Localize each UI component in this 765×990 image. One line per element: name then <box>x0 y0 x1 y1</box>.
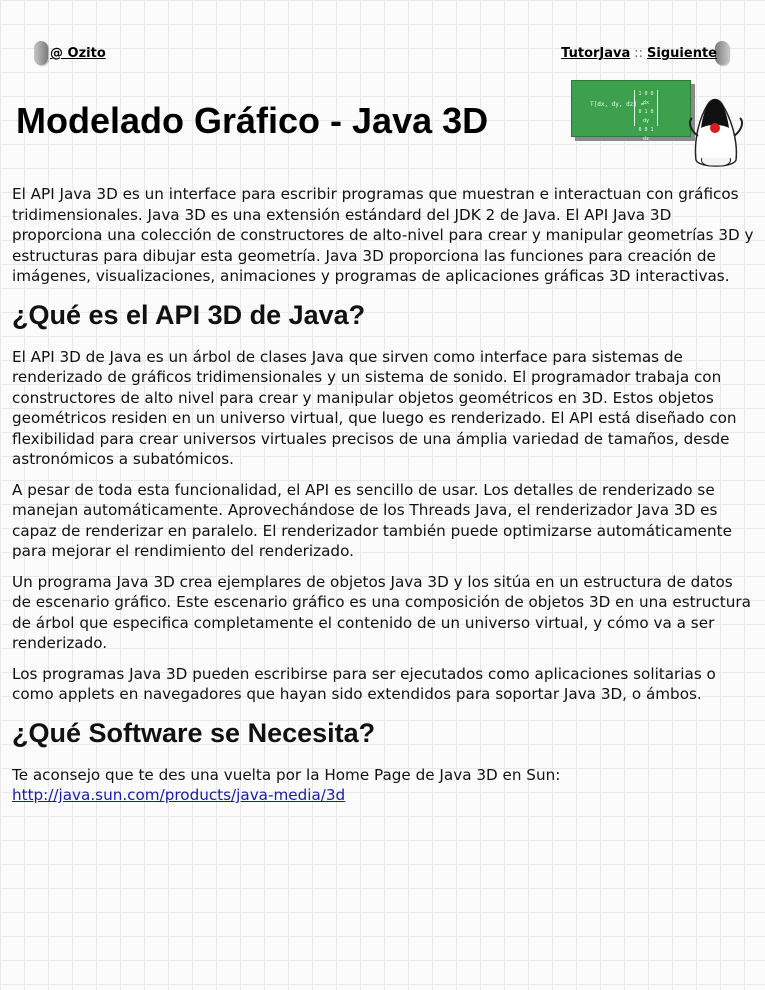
java3d-home-link[interactable]: http://java.sun.com/products/java-media/3d <box>12 786 346 804</box>
section-heading-software: ¿Qué Software se Necesita? <box>12 717 376 748</box>
siguiente-link[interactable]: Siguiente <box>647 46 717 61</box>
duke-mascot-icon <box>688 98 744 170</box>
section-heading-what-is: ¿Qué es el API 3D de Java? <box>12 299 366 330</box>
tutorjava-link[interactable]: TutorJava <box>561 46 631 61</box>
section2-paragraph <box>12 765 754 806</box>
board-formula: T[dx, dy, dz] = <box>590 101 645 108</box>
ozito-link[interactable]: @ Ozito <box>50 46 106 61</box>
section1-paragraph: El API 3D de Java es un árbol de clases Java que sirven como interface para sistemas de renderizado de gráficos tridimensionales y un sistema de sonido. El programador trabaja con constructores de alto nivel para crear y manipular objetos geométricos en 3D. Estos objetos geométricos residen en un universo virtual, que luego es renderizado. El API está diseñado con flexibilidad para crear universos virtuales precisos de una ámplia variedad de tamaños, desde astronómicos a subatómicos. <box>12 347 737 468</box>
main-content <box>12 184 754 816</box>
matrix-row: 1 0 0 dx <box>638 91 654 106</box>
matrix-board-image <box>571 80 691 151</box>
board-matrix <box>634 90 658 151</box>
matrix-row: 0 0 1 dz <box>638 127 654 142</box>
nav-right-links <box>561 46 717 61</box>
section1-paragraph: A pesar de toda esta funcionalidad, el API es sencillo de usar. Los detalles de renderizado se manejan automáticamente. Aprovechándose de los Threads Java, el renderizador Java 3D es capaz de renderizar en paralelo. El renderizador también puede optimizarse automáticamente para mejorar el rendimiento del renderizado. <box>12 480 732 560</box>
intro-paragraph: El API Java 3D es un interface para escribir programas que muestran e interactuan con gráficos tridimensionales. Java 3D es una extensión estándard del JDK 2 de Java. El API Java 3D proporciona una colección de constructores de alto-nivel para crear y manipular geometrías 3D y estructuras para dibujar esta geometría. Java 3D proporciona las funciones para creación de imágenes, visualizaciones, animaciones y programas de aplicaciones gráficas 3D interactivas. <box>12 185 754 285</box>
matrix-row: 0 0 0 1 <box>635 145 657 151</box>
section1-paragraph: Los programas Java 3D pueden escribirse para ser ejecutados como aplicaciones solitarias o como applets en navegadores que hayan sido extendidos para soportar Java 3D, o ámbos. <box>12 664 716 703</box>
nav-separator: :: <box>634 46 644 61</box>
section1-paragraph: Un programa Java 3D crea ejemplares de objetos Java 3D y los sitúa en un estructura de datos de escenario gráfico. Este escenario gráfico es una composición de objetos 3D en una estructura de árbol que especifica completamente el contenido de un universo virtual, y cómo va a ser renderizado. <box>12 572 751 652</box>
navigation-bar <box>34 40 729 70</box>
section2-text: Te aconsejo que te des una vuelta por la Home Page de Java 3D en Sun: <box>12 765 561 784</box>
page-title: Modelado Gráfico - Java 3D <box>16 100 489 141</box>
matrix-row: 0 1 0 dy <box>638 109 654 124</box>
